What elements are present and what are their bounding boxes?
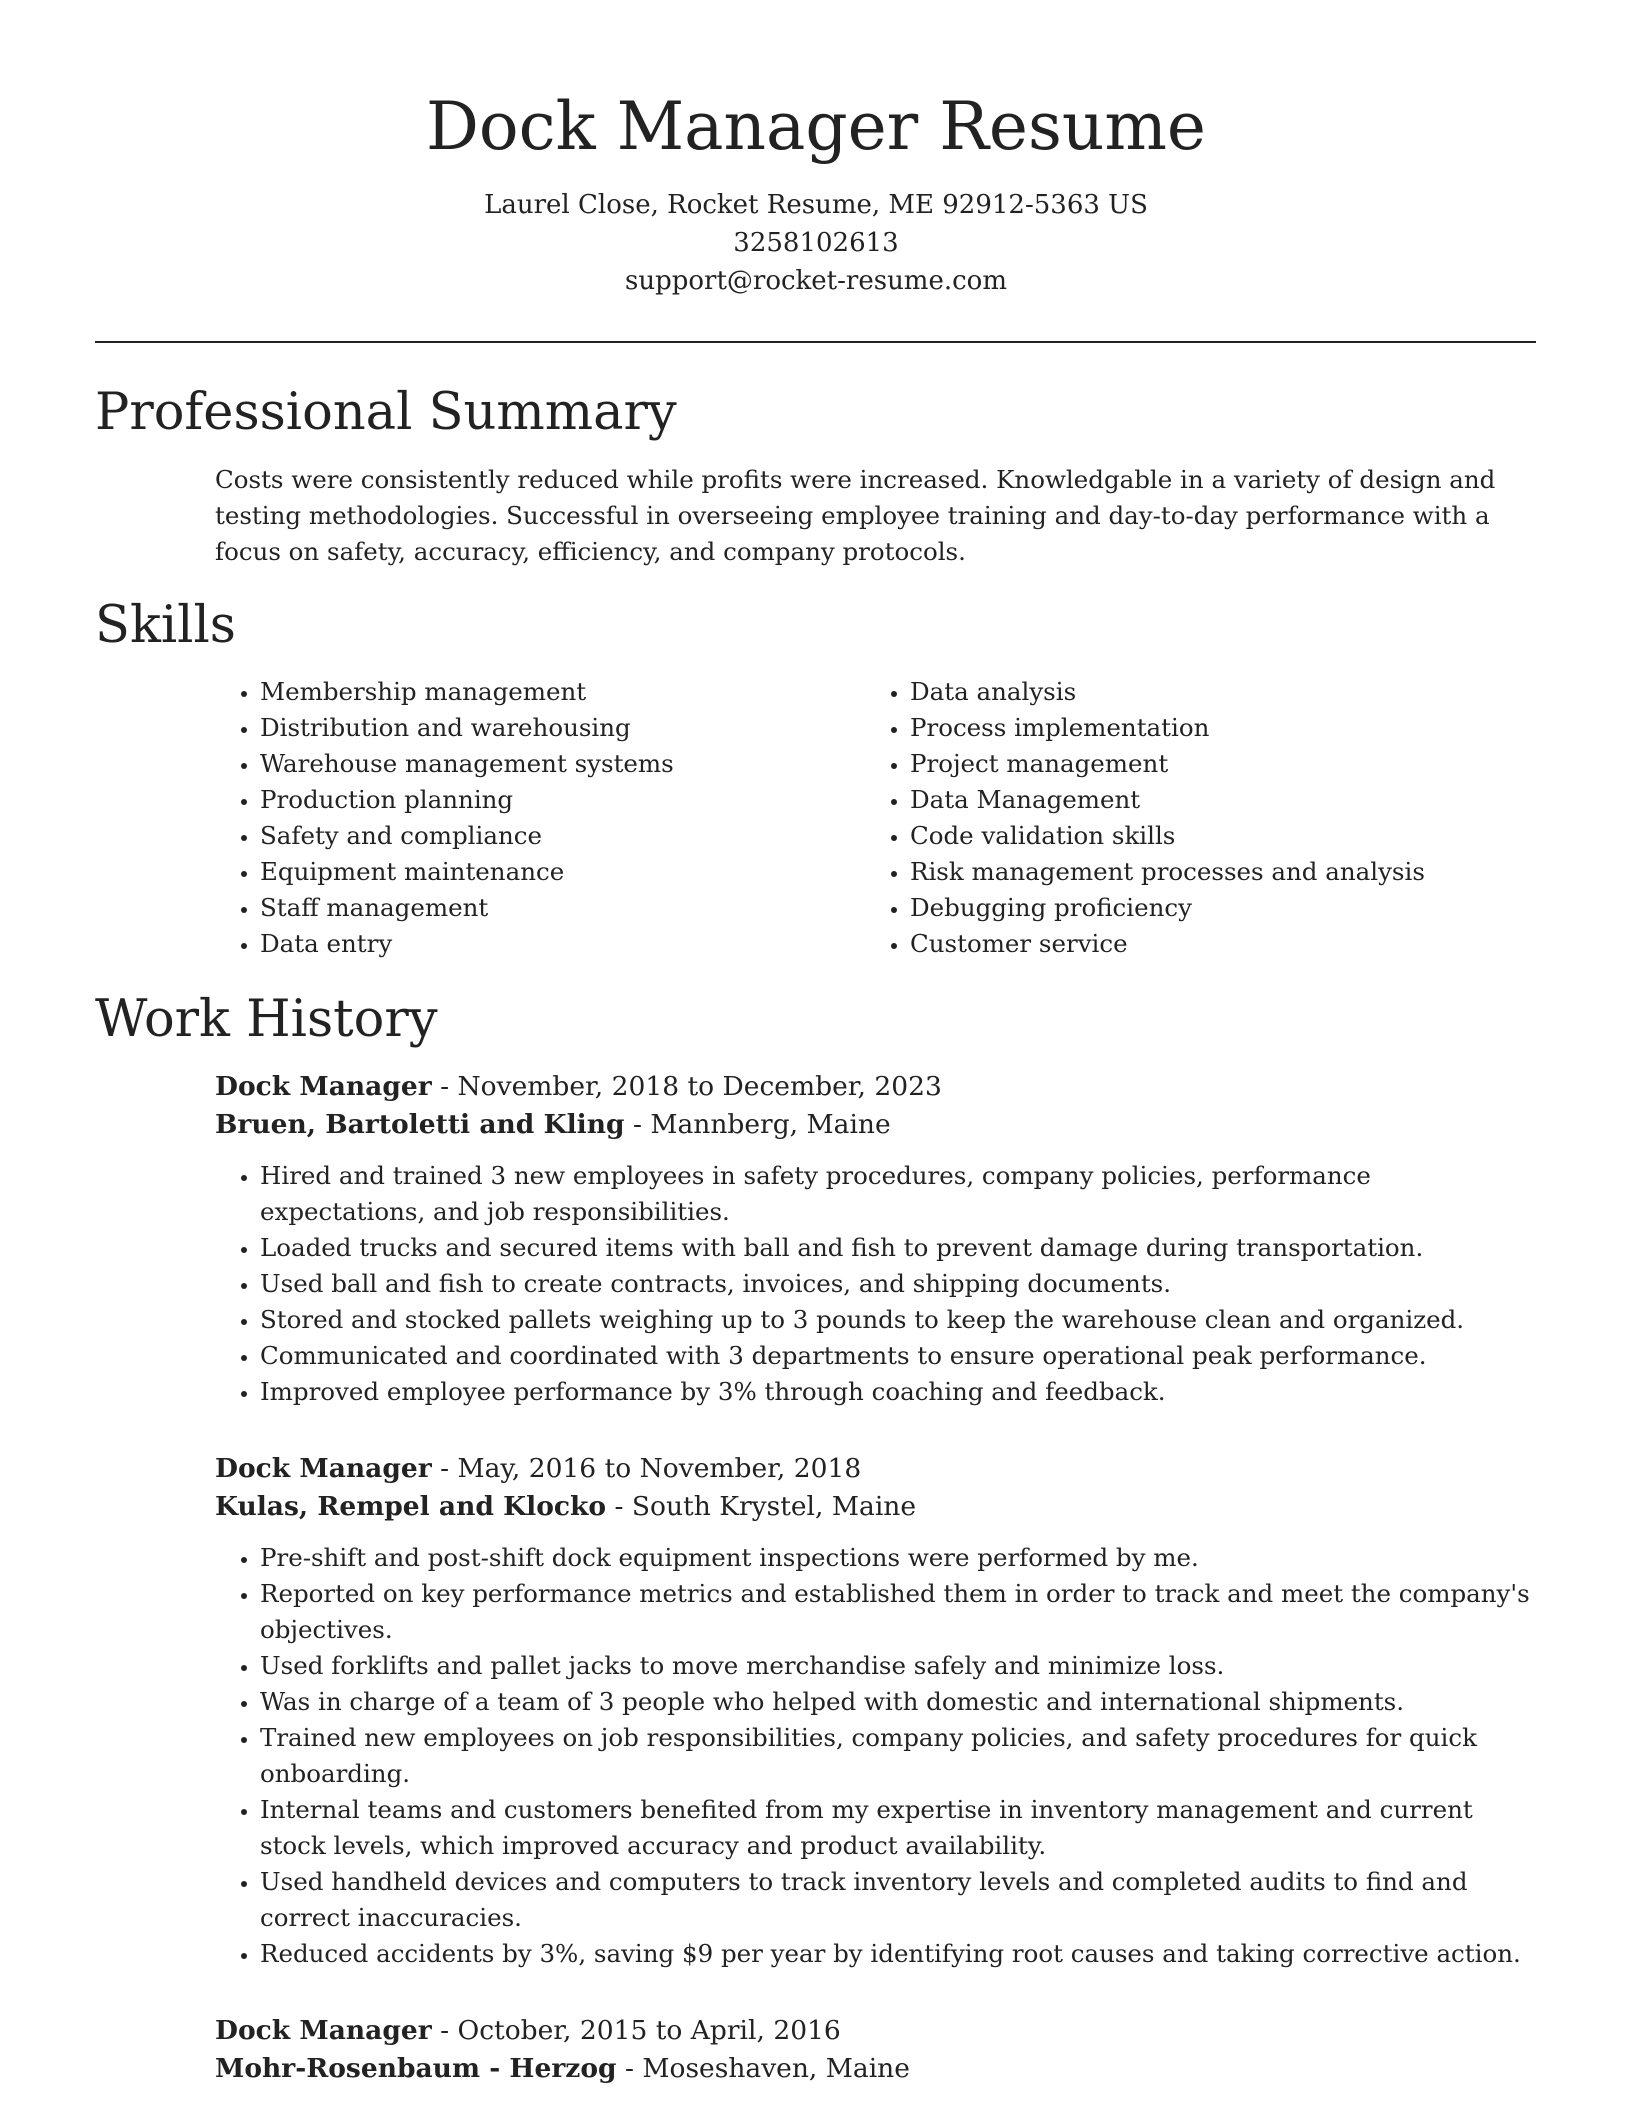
job-bullets	[215, 1540, 1540, 1972]
contact-address: Laurel Close, Rocket Resume, ME 92912-5363 US	[484, 190, 1148, 220]
skill-item: • Equipment maintenance	[260, 854, 865, 890]
skill-item: • Customer service	[910, 926, 1515, 962]
contact-email: support@rocket-resume.com	[624, 266, 1007, 296]
job-dates: - November, 2018 to December, 2023	[431, 1071, 942, 1102]
resume-header	[0, 0, 1632, 300]
job-title-line	[215, 1068, 1540, 1106]
job-bullet: • Used ball and fish to create contracts, invoices, and shipping documents.	[260, 1266, 1540, 1302]
skills-column-left	[215, 674, 865, 962]
job-bullet: • Trained new employees on job responsibilities, company policies, and safety procedures for quick onboarding.	[260, 1720, 1540, 1792]
job-title: Dock Manager	[215, 1071, 432, 1102]
job-company-line	[215, 2050, 1540, 2088]
contact-info	[0, 186, 1632, 300]
job-bullet: • Loaded trucks and secured items with ball and fish to prevent damage during transportation.	[260, 1230, 1540, 1266]
job-location: - Mannberg, Maine	[624, 1109, 891, 1140]
job-title: Dock Manager	[215, 2015, 432, 2046]
skill-item: • Code validation skills	[910, 818, 1515, 854]
header-divider	[95, 341, 1536, 343]
job-bullet: • Reduced accidents by 3%, saving $9 per year by identifying root causes and taking corrective action.	[260, 1936, 1540, 1972]
job-title: Dock Manager	[215, 1453, 432, 1484]
job-bullet: • Stored and stocked pallets weighing up to 3 pounds to keep the warehouse clean and organized.	[260, 1302, 1540, 1338]
job-bullet: • Improved employee performance by 3% through coaching and feedback.	[260, 1374, 1540, 1410]
skill-item: • Warehouse management systems	[260, 746, 865, 782]
skills-heading: Skills	[95, 596, 236, 655]
job-company-line	[215, 1106, 1540, 1144]
skill-item: • Production planning	[260, 782, 865, 818]
skill-item: • Membership management	[260, 674, 865, 710]
job-bullet: • Internal teams and customers benefited from my expertise in inventory management and current stock levels, which improved accuracy and product availability.	[260, 1792, 1540, 1864]
work-history-heading: Work History	[95, 990, 438, 1049]
skill-item: • Data Management	[910, 782, 1515, 818]
skill-item: • Project management	[910, 746, 1515, 782]
job-company: Bruen, Bartoletti and Kling	[215, 1109, 625, 1140]
job-bullet: • Used forklifts and pallet jacks to move merchandise safely and minimize loss.	[260, 1648, 1540, 1684]
job-title-line	[215, 2012, 1540, 2050]
skill-item: • Debugging proficiency	[910, 890, 1515, 926]
job-location: - Moseshaven, Maine	[616, 2053, 910, 2084]
skill-item: • Data entry	[260, 926, 865, 962]
resume-title: Dock Manager Resume	[426, 88, 1206, 165]
job-company: Mohr-Rosenbaum - Herzog	[215, 2053, 617, 2084]
job-entry	[215, 1068, 1540, 1410]
skill-item: • Staff management	[260, 890, 865, 926]
job-bullet: • Hired and trained 3 new employees in safety procedures, company policies, performance expectations, and job responsibilities.	[260, 1158, 1540, 1230]
summary-text: Costs were consistently reduced while profits were increased. Knowledgable in a variety of design and testing methodologies. Successful in overseeing employee training and day-to-day performance with a focus on safety, accuracy, efficiency, and company protocols.	[215, 465, 1496, 566]
work-history-list	[215, 1068, 1540, 2128]
skill-item: • Data analysis	[910, 674, 1515, 710]
skill-item: • Safety and compliance	[260, 818, 865, 854]
job-entry	[215, 2012, 1540, 2088]
skill-item: • Risk management processes and analysis	[910, 854, 1515, 890]
job-bullet: • Communicated and coordinated with 3 departments to ensure operational peak performance.	[260, 1338, 1540, 1374]
job-bullet: • Was in charge of a team of 3 people who helped with domestic and international shipments.	[260, 1684, 1540, 1720]
skill-item: • Distribution and warehousing	[260, 710, 865, 746]
job-bullet: • Pre-shift and post-shift dock equipment inspections were performed by me.	[260, 1540, 1540, 1576]
job-company-line	[215, 1488, 1540, 1526]
job-location: - South Krystel, Maine	[606, 1491, 917, 1522]
contact-phone: 3258102613	[733, 228, 899, 258]
job-dates: - October, 2015 to April, 2016	[431, 2015, 841, 2046]
job-bullet: • Reported on key performance metrics and established them in order to track and meet the company's objectives.	[260, 1576, 1540, 1648]
job-entry	[215, 1450, 1540, 1972]
job-dates: - May, 2016 to November, 2018	[431, 1453, 862, 1484]
skills-list	[215, 674, 1540, 962]
skills-column-right	[865, 674, 1515, 962]
job-title-line	[215, 1450, 1540, 1488]
skill-item: • Process implementation	[910, 710, 1515, 746]
job-bullet: • Used handheld devices and computers to track inventory levels and completed audits to find and correct inaccuracies.	[260, 1864, 1540, 1936]
job-bullets	[215, 1158, 1540, 1410]
summary-heading: Professional Summary	[95, 383, 677, 442]
job-company: Kulas, Rempel and Klocko	[215, 1491, 607, 1522]
